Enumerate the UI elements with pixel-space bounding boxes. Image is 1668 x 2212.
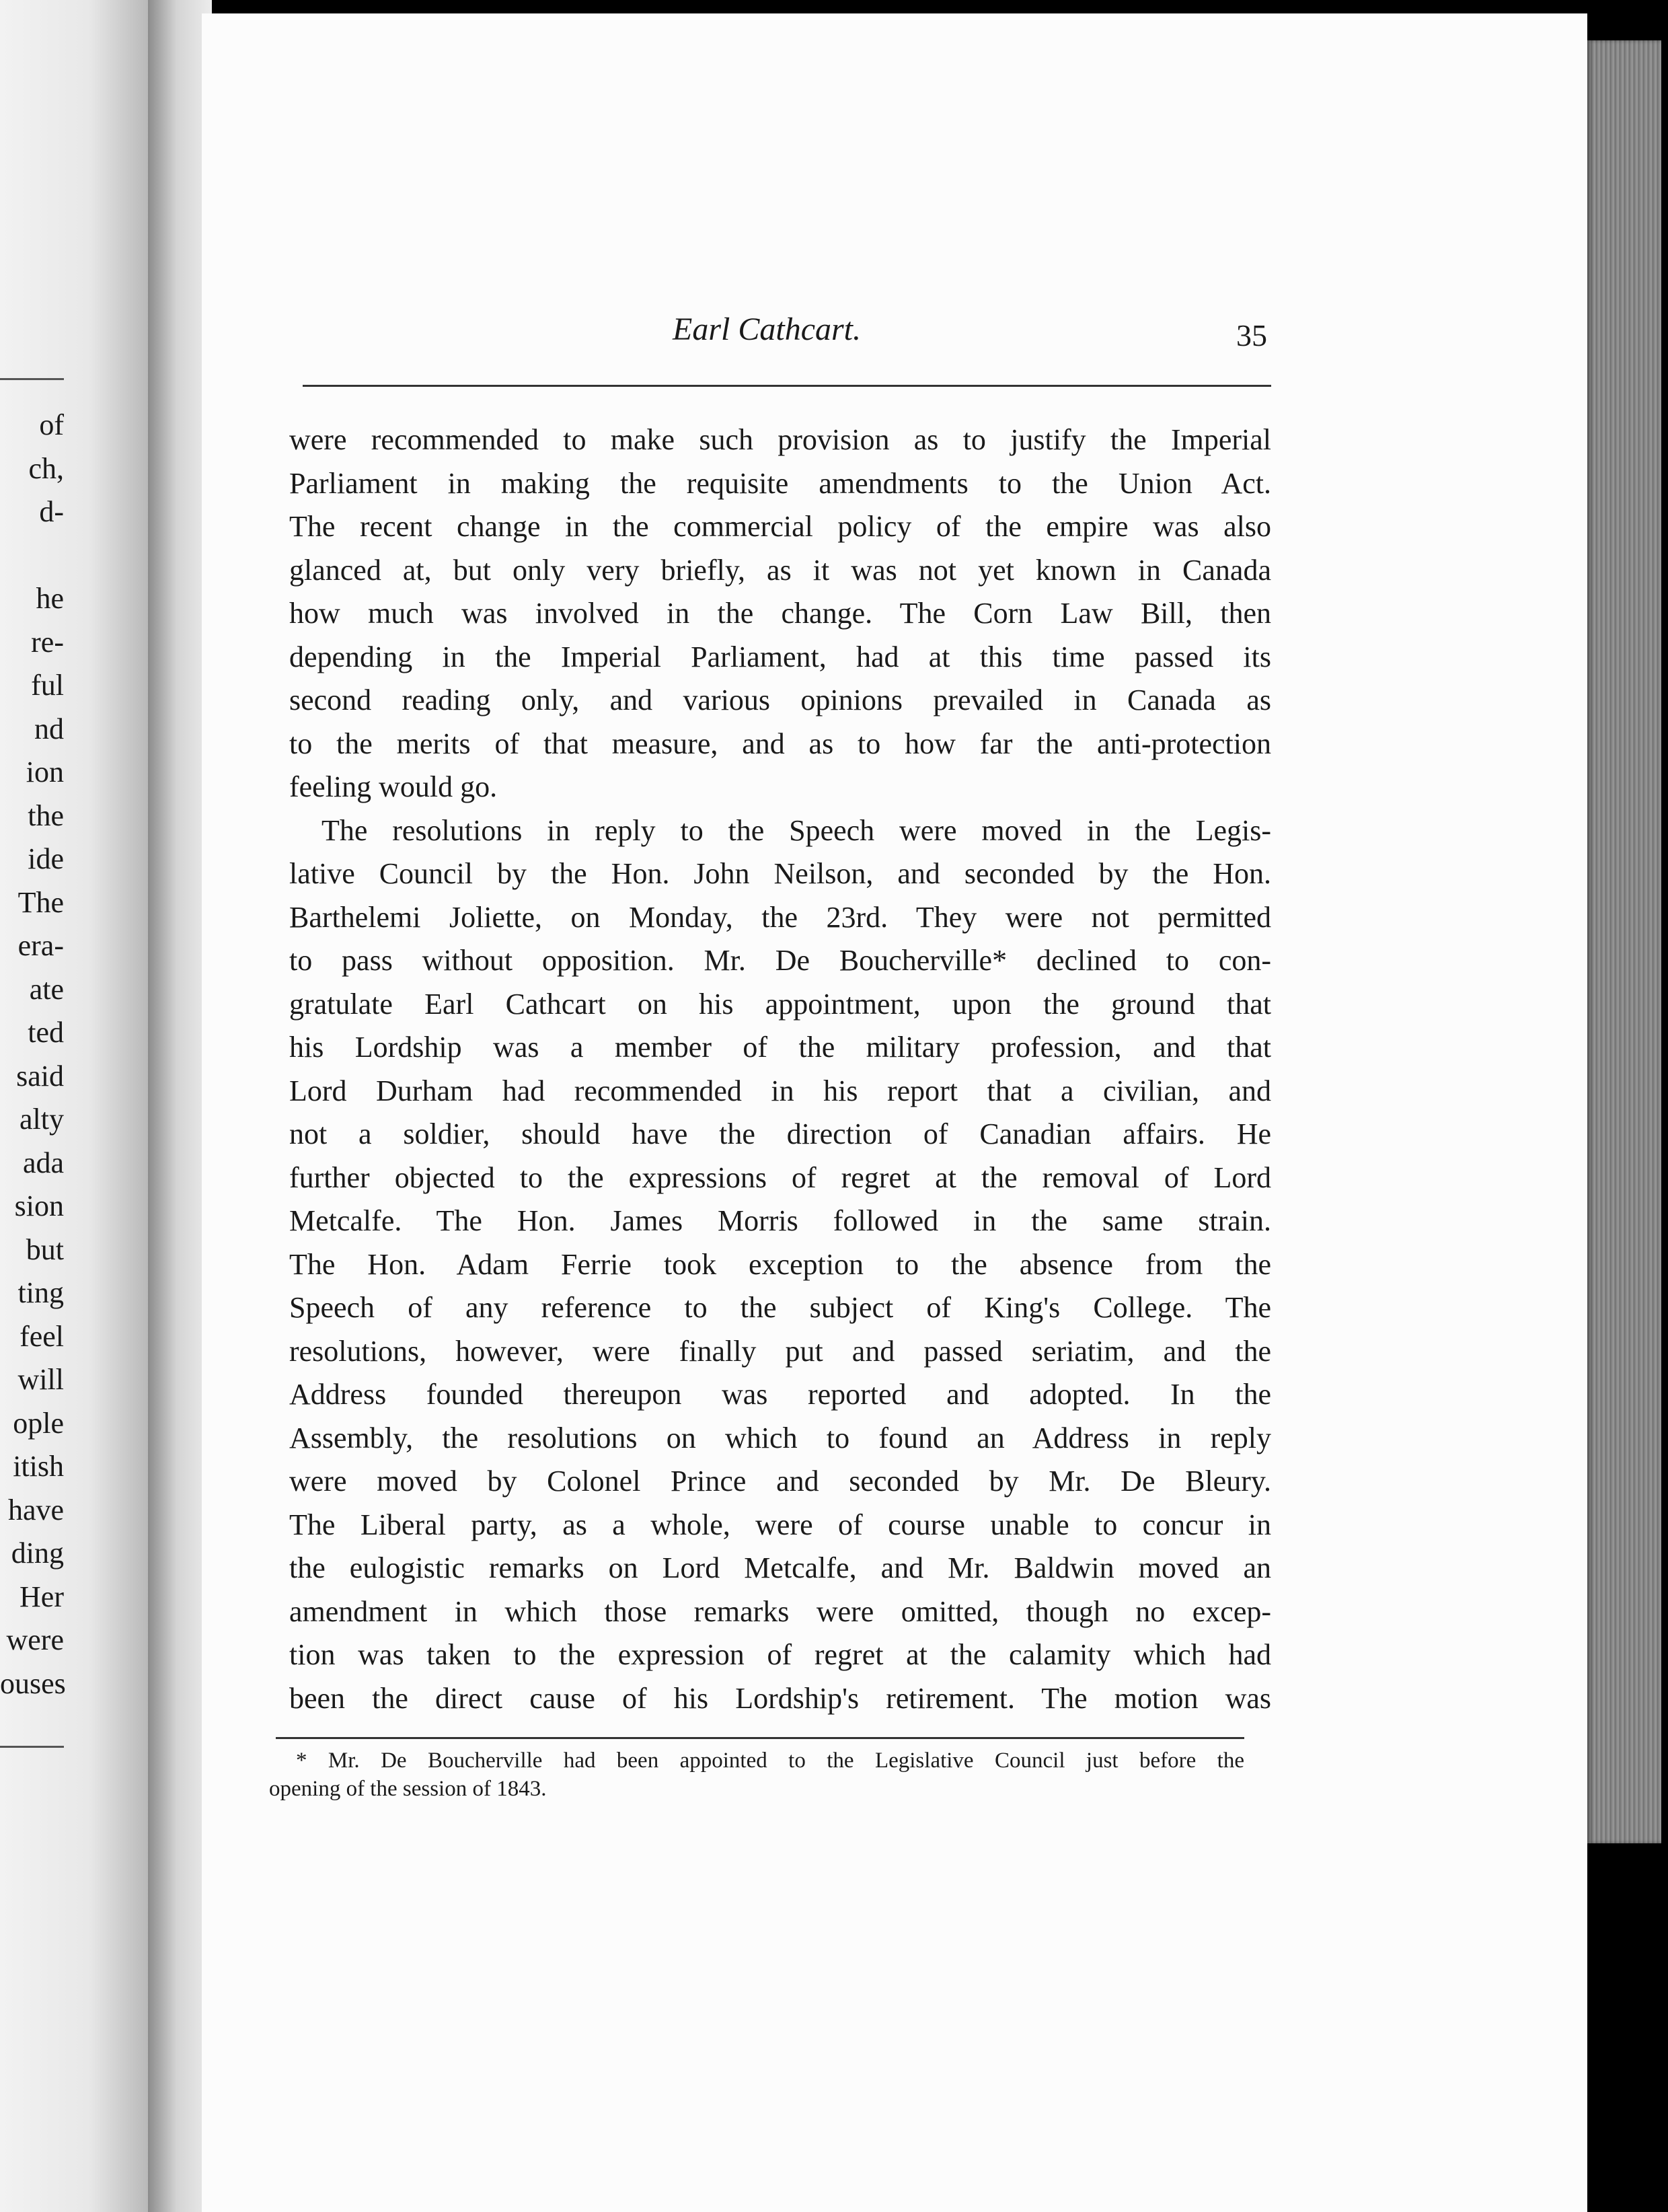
text-line: Parliament in making the requisite amendments to the Union Act.: [289, 466, 1271, 500]
page-number: 35: [1236, 318, 1267, 353]
running-head: Earl Cathcart.: [673, 311, 862, 347]
left-page-fragment-line: era-: [17, 929, 64, 962]
left-page-fragment-line: sion: [14, 1189, 64, 1222]
left-page-fragment-line: ful: [31, 669, 64, 702]
left-page-fragment-line: ting: [17, 1276, 64, 1309]
text-line: Address founded thereupon was reported and adopted. In the: [289, 1378, 1271, 1411]
left-page-fragment-line: have: [7, 1493, 64, 1526]
left-page-fragment-line: Her: [20, 1580, 64, 1613]
left-page-fragment-line: will: [17, 1363, 64, 1396]
left-page-fragment-line: re-: [31, 625, 64, 659]
left-page-fragment-line: d-: [39, 495, 64, 528]
left-page-fragment-line: itish: [13, 1450, 64, 1483]
text-line: the eulogistic remarks on Lord Metcalfe, and Mr. Baldwin moved an: [289, 1551, 1271, 1584]
text-line: Speech of any reference to the subject of King's College. The: [289, 1291, 1271, 1324]
left-page-fragment-line: were: [6, 1623, 64, 1656]
left-page-fragment-line: ate: [29, 972, 64, 1006]
left-page-fragment-line: ted: [28, 1016, 64, 1049]
text-line: to pass without opposition. Mr. De Boucherville* declined to con-: [289, 944, 1271, 977]
text-line: lative Council by the Hon. John Neilson, and seconded by the Hon.: [289, 857, 1271, 890]
text-line: The resolutions in reply to the Speech were moved in the Legis-: [321, 813, 1271, 847]
text-line: further objected to the expressions of regret at the removal of Lord: [289, 1160, 1271, 1194]
left-page-fragment-line: but: [26, 1232, 64, 1266]
left-page-rule-top: [0, 378, 64, 380]
text-line: Barthelemi Joliette, on Monday, the 23rd. They were not permitted: [289, 900, 1271, 934]
text-line: Metcalfe. The Hon. James Morris followed in the same strain.: [289, 1204, 1271, 1237]
left-page-fragment-line: he: [36, 582, 64, 615]
left-page-fragment-line: ion: [26, 755, 64, 788]
left-page-line-fragments: [0, 404, 64, 1705]
text-line: how much was involved in the change. The Corn Law Bill, then: [289, 597, 1271, 630]
text-line: his Lordship was a member of the military profession, and that: [289, 1031, 1271, 1064]
left-page-fragment-line: feel: [20, 1319, 64, 1353]
text-line: second reading only, and various opinions prevailed in Canada as: [289, 684, 1271, 716]
body-text: [289, 418, 1271, 1720]
footnote-rule: [276, 1737, 1244, 1739]
text-line: feeling would go.: [289, 770, 498, 803]
left-page-fragment-line: ch,: [28, 451, 64, 485]
text-line: glanced at, but only very briefly, as it was not yet known in Canada: [289, 553, 1271, 587]
text-line: Lord Durham had recommended in his report that a civilian, and: [289, 1074, 1271, 1107]
left-page-fragment-line: [0, 534, 64, 578]
left-page-fragment-line: ouses: [0, 1666, 66, 1700]
footnote-line: * Mr. De Boucherville had been appointed to the Legislative Council just before the: [296, 1748, 1244, 1773]
background-corner: [1587, 1843, 1668, 2212]
text-line: not a soldier, should have the direction of Canadian affairs. He: [289, 1117, 1271, 1150]
text-line: gratulate Earl Cathcart on his appointment, upon the ground that: [289, 987, 1271, 1021]
left-page-fragment-line: alty: [20, 1103, 64, 1136]
text-line: Assembly, the resolutions on which to found an Address in reply: [289, 1421, 1271, 1454]
text-line: were recommended to make such provision as to justify the Imperial: [289, 423, 1271, 456]
left-page-fragment-line: said: [16, 1059, 64, 1093]
footnote-line: opening of the session of 1843.: [269, 1777, 547, 1801]
left-page-fragment-line: the: [28, 799, 64, 832]
header-rule: [303, 385, 1271, 387]
text-line: The recent change in the commercial policy of the empire was also: [289, 510, 1271, 543]
left-page-fragment-line: The: [17, 885, 64, 919]
text-line: been the direct cause of his Lordship's retirement. The motion was: [289, 1681, 1271, 1715]
text-line: to the merits of that measure, and as to how far the anti-protection: [289, 727, 1271, 760]
text-line: amendment in which those remarks were omitted, though no excep-: [289, 1594, 1271, 1628]
text-line: depending in the Imperial Parliament, had at this time passed its: [289, 640, 1271, 673]
left-page-fragment-line: ada: [22, 1146, 64, 1179]
paragraph-2: [289, 809, 1271, 1721]
text-line: tion was taken to the expression of regret at the calamity which had: [289, 1638, 1271, 1671]
text-line: The Liberal party, as a whole, were of course unable to concur in: [289, 1508, 1271, 1541]
left-page-fragment-line: ding: [11, 1537, 64, 1570]
page-edges: [1587, 40, 1661, 1843]
left-page-fragment: [0, 0, 148, 2212]
text-line: resolutions, however, were finally put and passed seriatim, and the: [289, 1334, 1271, 1368]
left-page-fragment-line: nd: [34, 712, 64, 745]
paragraph-1: [289, 418, 1271, 809]
left-page-fragment-line: of: [39, 408, 64, 441]
footnote: [269, 1746, 1244, 1803]
text-line: were moved by Colonel Prince and seconded by Mr. De Bleury.: [289, 1465, 1271, 1498]
left-page-fragment-line: ide: [28, 842, 64, 875]
left-page-rule-bottom: [0, 1746, 64, 1748]
left-page-fragment-line: ople: [13, 1406, 64, 1440]
text-line: The Hon. Adam Ferrie took exception to the absence from the: [289, 1247, 1271, 1281]
